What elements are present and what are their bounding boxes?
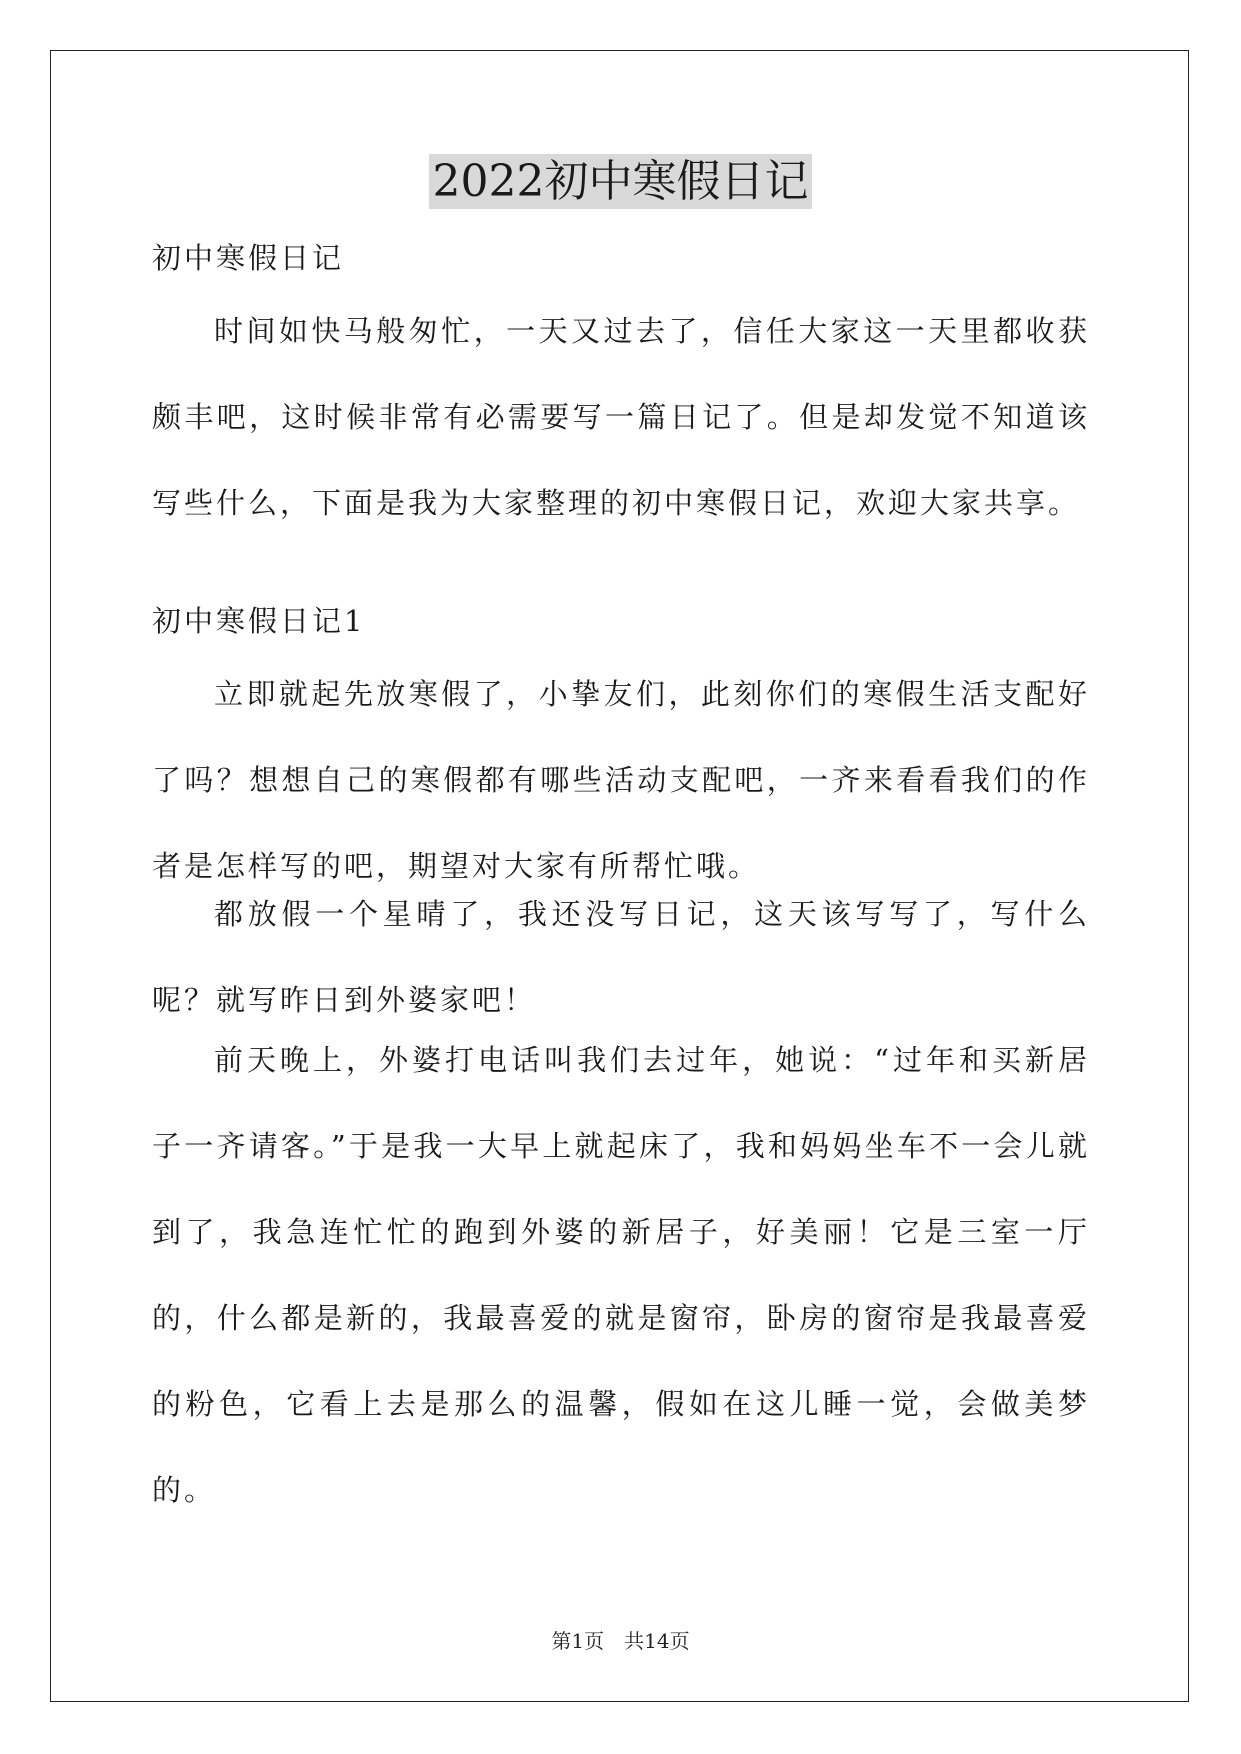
page-total: 共14页 [624,1629,690,1653]
body-paragraph-2: 都放假一个星晴了，我还没写日记，这天该写写了，写什么呢？就写昨日到外婆家吧！ [152,897,1090,1017]
section-heading: 初中寒假日记1 [152,604,366,638]
document-title-text: 2022初中寒假日记 [429,154,813,209]
document-title [0,152,1241,212]
intro-paragraph: 时间如快马般匆忙，一天又过去了，信任大家这一天里都收获颇丰吧，这时候非常有必需要写一篇日记了。但是却发觉不知道该写些什么，下面是我为大家整理的初中寒假日记，欢迎大家共享。 [152,314,1090,520]
page-number: 第1页 [551,1629,605,1653]
body-paragraph-1: 立即就起先放寒假了，小挚友们，此刻你们的寒假生活支配好了吗？想想自己的寒假都有哪些活动支配吧，一齐来看看我们的作者是怎样写的吧，期望对大家有所帮忙哦。 [152,677,1090,883]
body-paragraph-3: 前天晚上，外婆打电话叫我们去过年，她说：“过年和买新居子一齐请客。”于是我一大早上就起床了，我和妈妈坐车不一会儿就到了，我急连忙忙的跑到外婆的新居子，好美丽！它是三室一厅的，什么都是新的，我最喜爱的就是窗帘，卧房的窗帘是我最喜爱的粉色，它看上去是那么的温馨，假如在这儿睡一觉，会做美梦的。 [152,1043,1090,1507]
page-footer [0,1625,1241,1654]
document-subtitle: 初中寒假日记 [152,241,345,275]
